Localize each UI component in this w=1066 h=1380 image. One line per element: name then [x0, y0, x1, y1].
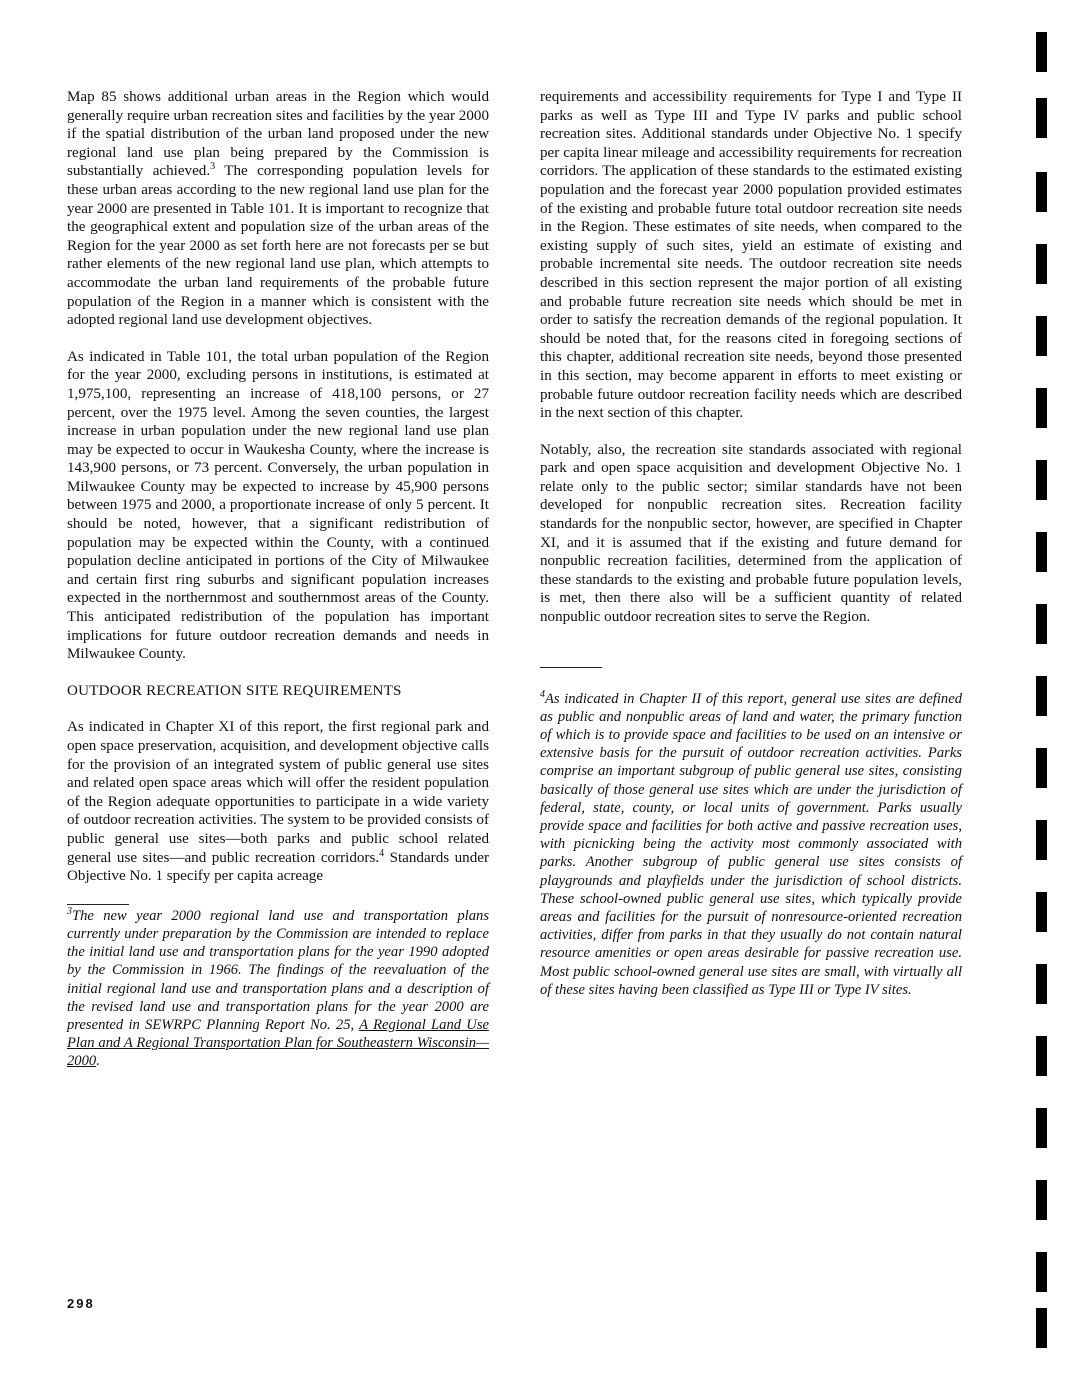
binding-mark — [1036, 244, 1047, 284]
binding-mark — [1036, 532, 1047, 572]
section-heading: OUTDOOR RECREATION SITE REQUIREMENTS — [67, 682, 402, 699]
paragraph-nonpublic-sites: Notably, also, the recreation site standards associated with regional park and open space acquisition and development Objective No. 1 relate only to the public sector; similar standards have not been developed for nonpublic recreation sites. Recreation facility standards for the nonpublic sector, however, are specified in Chapter XI, and it is assumed that if the existing and future demand for nonpublic recreation facilities, determined from the application of these standards to the existing and probable future population levels, is met, then there also will be a sufficient quantity of related nonpublic outdoor recreation sites to serve the Region. — [540, 441, 962, 626]
binding-mark — [1036, 1252, 1047, 1292]
binding-mark — [1036, 316, 1047, 356]
binding-mark — [1036, 820, 1047, 860]
binding-mark — [1036, 1180, 1047, 1220]
footnote-rule — [540, 667, 602, 668]
footnote-4: $^4$As indicated in Chapter II of this report, general use sites are defined as public and nonpublic areas of land and water, the primary function of which is to provide space and facilities to be used on an intensive or extensive basis for the pursuit of outdoor recreation activities. Parks comprise an important subgroup of public general use sites, consisting basically of those general use sites which are under the jurisdiction of federal, state, county, or local units of government. Parks usually provide space and facilities for both active and passive recreation uses, with picnicking being the activity most commonly associated with parks. Another subgroup of public general use sites consists of playgrounds and playfields under the jurisdiction of school districts. These school-owned public general use sites, which typically provide areas and facilities for the pursuit of nonresource-oriented recreation activities, differ from parks in that they usually do not contain natural resource amenities or open areas desirable for passive recreation use. Most public school-owned general use sites are small, with virtually all of these sites having been classified as Type III or Type IV sites. — [540, 688, 962, 998]
paragraph-requirements-continued: requirements and accessibility requirements for Type I and Type II parks as well as Type III and Type IV parks and public school recreation sites. Additional standards under Objective No. 1 specify per capita linear mileage and accessibility requirements for recreation corridors. The application of these standards to the estimated existing population and the forecast year 2000 population provided estimates of the existing and probable future total outdoor recreation site needs in the Region. These estimates of site needs, when compared to the existing supply of such sites, yield an estimate of existing and probable incremental site needs. The outdoor recreation site needs described in this section represent the major portion of all existing and probable future recreation site needs which should be met in order to satisfy the recreation demands of the regional population. It should be noted that, for the reasons cited in foregoing sections of this chapter, additional recreation site needs, beyond those presented in this section, may become apparent in efforts to meet existing or probable future outdoor recreation facility needs which are described in the next section of this chapter. — [540, 89, 962, 422]
binding-mark — [1036, 1308, 1047, 1348]
binding-mark — [1036, 604, 1047, 644]
binding-mark — [1036, 172, 1047, 212]
footnote-3: $^3$The new year 2000 regional land use and transportation plans currently under preparation by the Commission are intended to replace the initial land use and transportation plans for the year 1990 adopted by the Commission in 1966. The findings of the reevaluation of the initial regional land use and transportation plans and a description of the revised land use and transportation plans for the year 2000 are presented in SEWRPC Planning Report No. 25, A Regional Land Use Plan and A Regional Transportation Plan for Southeastern Wisconsin—2000. — [67, 905, 489, 1070]
binding-mark — [1036, 748, 1047, 788]
binding-mark — [1036, 892, 1047, 932]
binding-mark — [1036, 964, 1047, 1004]
left-column — [67, 88, 489, 1071]
binding-marks — [1036, 32, 1048, 1352]
right-column — [540, 88, 962, 999]
binding-mark — [1036, 388, 1047, 428]
footnote-rule — [67, 904, 129, 905]
binding-mark — [1036, 676, 1047, 716]
binding-mark — [1036, 460, 1047, 500]
paragraph-urban-areas: Map 85 shows additional urban areas in the Region which would generally require urban recreation sites and facilities by the year 2000 if the spatial distribution of the urban land proposed under the new regional land use plan being prepared by the Commission is substantially achieved.$^3$ The corresponding population levels for these urban areas according to the new regional land use plan for the year 2000 are presented in Table 101. It is important to recognize that the geographical extent and population size of the urban areas of the Region for the year 2000 as set forth here are not forecasts per se but rather elements of the new regional land use plan, which attempts to accommodate the urban land requirements of the probable future population of the Region in a manner which is consistent with the adopted regional land use development objectives. — [67, 89, 489, 329]
binding-mark — [1036, 32, 1047, 72]
binding-mark — [1036, 1108, 1047, 1148]
paragraph-site-requirements: As indicated in Chapter XI of this report, the first regional park and open space preservation, acquisition, and development objective calls for the provision of an integrated system of public general use sites and related open space areas which will offer the resident population of the Region adequate opportunities to participate in a wide variety of outdoor recreation activities. The system to be provided consists of public general use sites—both parks and public school related general use sites—and public recreation corridors.$^4$ Standards under Objective No. 1 specify per capita acreage — [67, 719, 489, 885]
binding-mark — [1036, 1036, 1047, 1076]
binding-mark — [1036, 98, 1047, 138]
page-number: 298 — [67, 1296, 95, 1311]
paragraph-urban-population: As indicated in Table 101, the total urban population of the Region for the year 2000, excluding persons in institutions, is estimated at 1,975,100, representing an increase of 418,100 persons, or 27 percent, over the 1975 level. Among the seven counties, the largest increase in urban population under the new regional land use plan may be expected to occur in Waukesha County, where the increase is 143,900 persons, or 73 percent. Conversely, the urban population in Milwaukee County may be expected to increase by 45,900 persons between 1975 and 2000, a proportionate increase of only 5 percent. It should be noted, however, that a significant redistribution of population may be expected within the County, with a continued population decline anticipated in portions of the City of Milwaukee and certain first ring suburbs and significant population increases expected in the northernmost and southernmost areas of the County. This anticipated redistribution of the population has important implications for future outdoor recreation demands and needs in Milwaukee County. — [67, 348, 489, 663]
